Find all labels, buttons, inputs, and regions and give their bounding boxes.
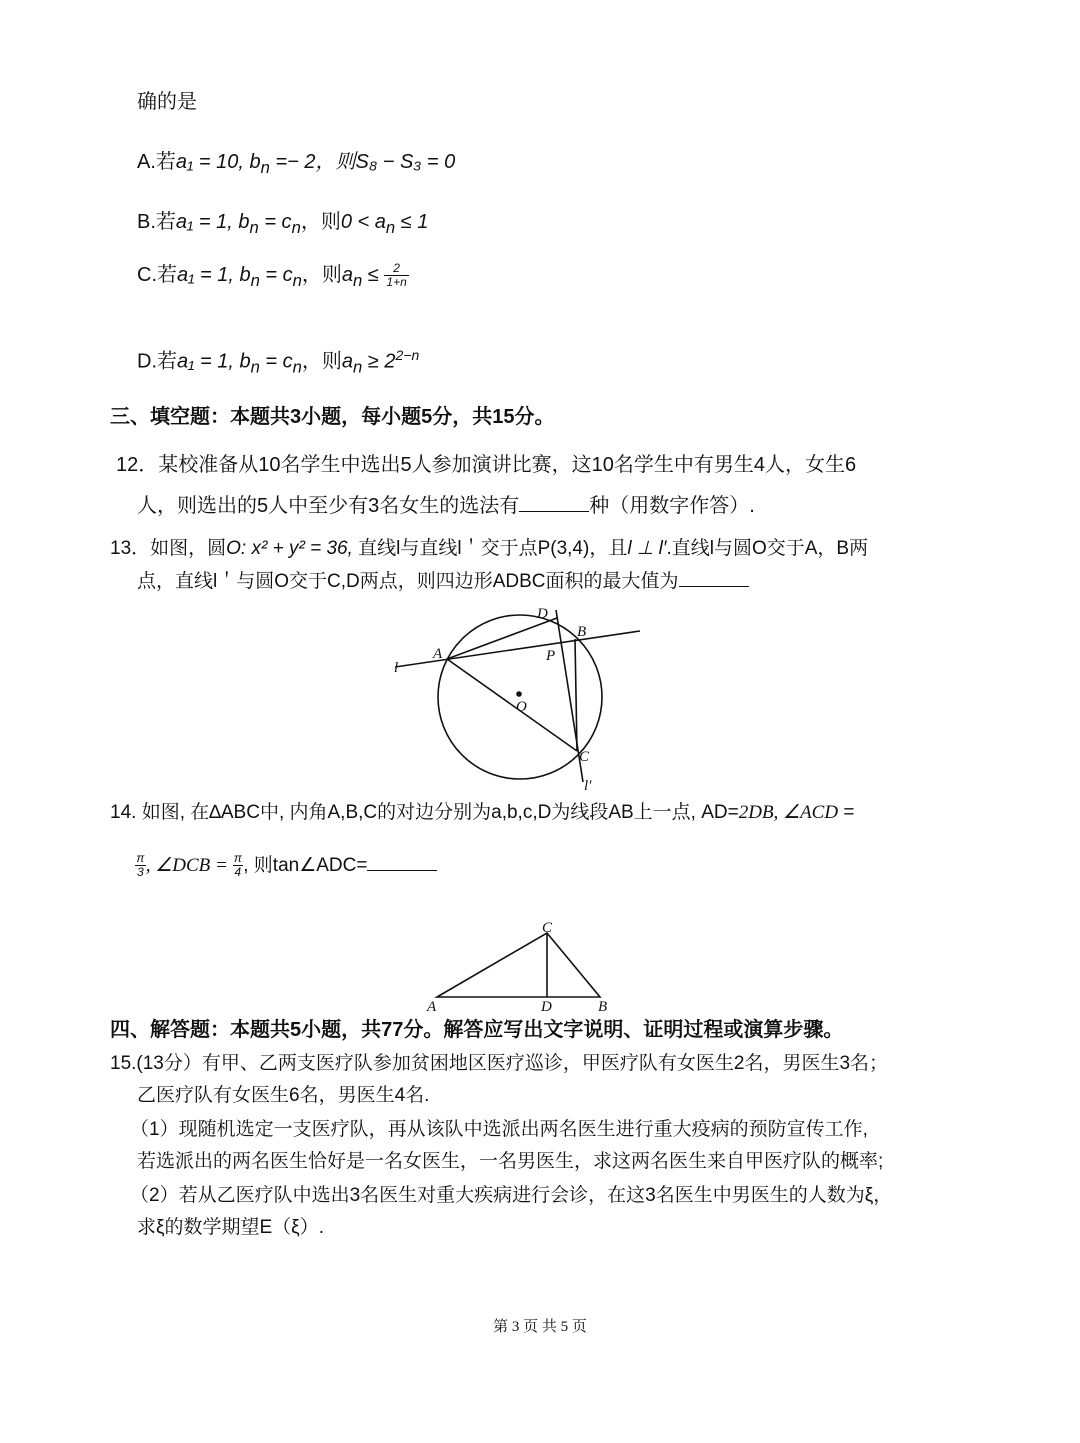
- text: ，则: [300, 211, 341, 233]
- math: 0 < a: [340, 211, 386, 233]
- text: ABC中, 内角A,B,C的对边分别为a,b,c,D为线段AB上一点, AD=: [220, 802, 739, 823]
- math: n: [260, 158, 270, 177]
- circle-labels: [394, 606, 592, 794]
- math: a₁ = 10, b: [175, 151, 261, 173]
- q15-line5: （2）若从乙医疗队中选出3名医生对重大疾病进行会诊，在这3名医生中男医生的人数为ξ，: [130, 1185, 893, 1206]
- text: 人，则选出的5人中至少有3名女生的选法有: [137, 495, 520, 517]
- math: 2DB, ∠ACD: [738, 802, 839, 823]
- math: = c: [259, 263, 293, 286]
- math: = c: [258, 211, 292, 233]
- text: 则tan∠ADC=: [248, 855, 368, 876]
- math: n: [292, 357, 302, 377]
- center-dot: [517, 692, 521, 696]
- math: 2−n: [395, 347, 420, 363]
- label-c: C: [579, 749, 590, 765]
- text: 种（用数字作答）.: [589, 495, 755, 517]
- option-label: A.若: [137, 151, 176, 173]
- numerator: 2: [393, 261, 400, 275]
- math: n: [292, 270, 302, 290]
- denominator: 1+n: [386, 275, 407, 290]
- label-a: A: [433, 646, 443, 662]
- text: =: [838, 802, 855, 823]
- segment-ac: [447, 659, 577, 751]
- q15-line4: 若选派出的两名医生恰好是一名女医生，一名男医生，求这两名医生来自甲医疗队的概率;: [137, 1151, 884, 1172]
- math: a₁ = 1, b: [175, 211, 250, 233]
- text: ，则: [301, 350, 342, 373]
- label-l: l: [394, 660, 399, 676]
- text: 直线l与直线l＇交于点P(3,4)，且: [352, 538, 628, 559]
- page-footer: 第 3 页 共 5 页: [493, 1319, 587, 1335]
- q14-line2: [135, 852, 437, 880]
- math: , ∠DCB =: [145, 855, 233, 876]
- triangle-abc: [437, 933, 600, 997]
- math: S₈ − S₃ = 0: [355, 151, 456, 173]
- line-l: [395, 631, 640, 667]
- math: n: [291, 218, 301, 237]
- label-o: O: [516, 699, 527, 715]
- section-4-heading: 四、解答题：本题共5小题，共77分。解答应写出文字说明、证明过程或演算步骤。: [110, 1019, 844, 1041]
- math: =− 2，则: [269, 151, 356, 173]
- math: ≤: [362, 263, 385, 286]
- q15-line6: 求ξ的数学期望E（ξ）.: [137, 1217, 324, 1238]
- label-p: P: [546, 648, 556, 664]
- option-label: C.若: [137, 263, 177, 286]
- option-label: D.若: [137, 350, 177, 373]
- label-c: C: [542, 920, 553, 936]
- math: n: [353, 357, 363, 377]
- text: ，则: [301, 263, 342, 286]
- text: 点，直线l＇与圆O交于C,D两点，则四边形ADBC面积的最大值为: [137, 571, 679, 592]
- text: 14. 如图, 在: [110, 802, 210, 823]
- math: n: [250, 270, 260, 290]
- fraction-pi-3: [135, 852, 146, 879]
- label-b: B: [598, 999, 608, 1015]
- text: ,: [243, 855, 249, 876]
- fraction-pi-4: [233, 852, 244, 879]
- math: n: [385, 218, 396, 237]
- math: a₁ = 1, b: [177, 263, 251, 286]
- q14-line1: [110, 802, 854, 825]
- triangle-figure: [437, 933, 600, 997]
- numerator: π: [136, 851, 145, 866]
- math: ≤ 1: [395, 211, 429, 233]
- answer-blank[interactable]: [367, 852, 437, 871]
- label-d: D: [541, 999, 552, 1015]
- math: n: [250, 357, 260, 377]
- q15-line2: 乙医疗队有女医生6名，男医生4名.: [137, 1085, 430, 1106]
- math: a: [341, 350, 354, 373]
- math: a₁ = 1, b: [177, 350, 251, 373]
- section-3-heading: 三、填空题：本题共3小题，每小题5分，共15分。: [110, 406, 555, 428]
- math: a: [341, 263, 354, 286]
- q15-line3: （1）现随机选定一支医疗队，再从该队中选派出两名医生进行重大疫病的预防宣传工作,: [130, 1119, 868, 1140]
- q12-line1: 12．某校准备从10名学生中选出5人参加演讲比赛，这10名学生中有男生4人，女生6: [116, 454, 857, 476]
- label-d: D: [537, 606, 548, 622]
- text: .直线l与圆O交于A，B两: [666, 538, 869, 559]
- q15-line1: 15.(13分）有甲、乙两支医疗队参加贫困地区医疗巡诊，甲医疗队有女医生2名，男医生3名；: [110, 1053, 889, 1074]
- math: ≥ 2: [362, 350, 396, 373]
- math: O: x² + y² = 36,: [226, 538, 353, 559]
- q11-tail: 确的是: [137, 91, 197, 113]
- numerator: π: [233, 851, 242, 866]
- label-l-prime: l′: [584, 778, 592, 794]
- circle-figure: [395, 610, 640, 782]
- denominator: 4: [234, 865, 242, 880]
- math: n: [353, 270, 363, 290]
- label-a: A: [427, 999, 437, 1015]
- math: l ⊥ l′: [627, 538, 667, 559]
- label-b: B: [577, 624, 587, 640]
- triangle-symbol: ∆: [209, 802, 221, 823]
- denominator: 3: [137, 865, 144, 880]
- text: 13．如图，圆: [110, 538, 227, 559]
- math: = c: [259, 350, 293, 373]
- triangle-labels: [426, 920, 607, 1015]
- option-label: B.若: [137, 211, 176, 233]
- math: n: [249, 218, 259, 237]
